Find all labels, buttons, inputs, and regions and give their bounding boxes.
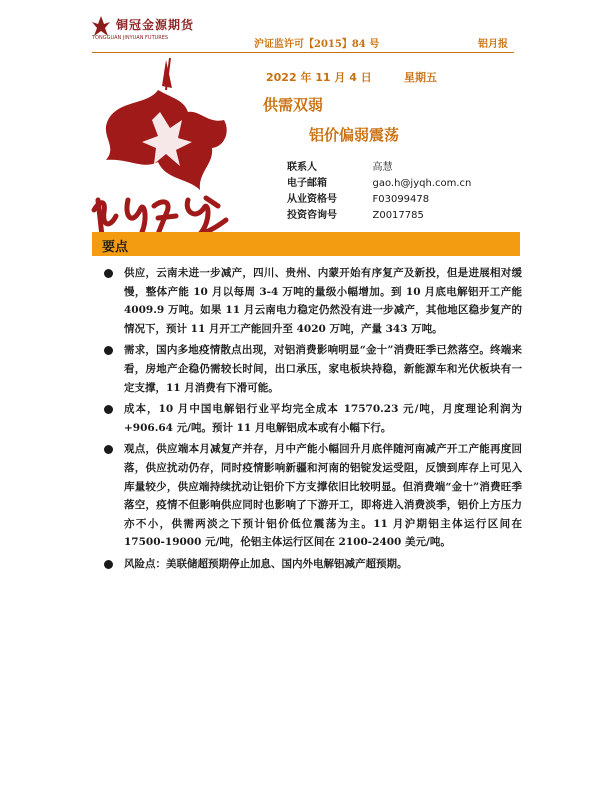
contact-value: 高慧 <box>372 162 393 173</box>
logo-chinese-name: 铜冠金源期货 <box>116 18 195 32</box>
contact-value: F03099478 <box>372 194 430 205</box>
brand-calligraphy-art <box>88 50 243 245</box>
contact-row-consulting <box>287 206 537 222</box>
list-item <box>102 341 522 397</box>
bullet-text: 风险点：美联储超预期停止加息、国内外电解铝减产超预期。 <box>124 557 408 570</box>
bullet-text: 观点，供应端本月减复产并存，月中产能小幅回升月底伴随河南减产开工产能再度回落，供应扰动仍存，同时疫情影响新疆和河南的铝锭发运受阻，反馈到库存上可见入库量较少，供应端持续扰动让铝价下方支撑依旧比较明显。但消费端“金十”消费旺季落空，疫情不但影响供应同时也影响了下游开工，即将进入消费淡季，铝价上方压力亦不小，供需两淡之下预计铝价低位震荡为主。11 月沪期铝主体运行区间在 17500-19000 元/吨，伦铝主体运行区间在 2100-2400 美元/吨。 <box>124 443 522 549</box>
bullet-icon <box>104 445 113 454</box>
license-number: 沪证监许可【2015】84 号 <box>254 39 380 50</box>
section-header-bar <box>92 232 520 256</box>
bullet-text: 成本，10 月中国电解铝行业平均完全成本 17570.23 元/吨，月度理论利润为+906.64 元/吨。预计 11 月电解铝成本或有小幅下行。 <box>124 403 522 434</box>
contact-block <box>287 158 537 222</box>
company-logo <box>90 14 200 48</box>
key-points-list <box>102 264 522 577</box>
contact-label: 联系人 <box>287 162 317 173</box>
bullet-icon <box>104 560 113 569</box>
contact-value: Z0017785 <box>372 210 424 221</box>
list-item <box>102 555 522 574</box>
contact-row-email <box>287 174 537 190</box>
list-item <box>102 264 522 338</box>
contact-label: 电子邮箱 <box>287 178 327 189</box>
report-title-line1: 供需双弱 <box>263 96 324 114</box>
contact-row-name <box>287 158 537 174</box>
bullet-icon <box>104 405 113 414</box>
bullet-text: 供应，云南未进一步减产，四川、贵州、内蒙开始有序复产及新投，但是进展相对缓慢，整体产能 10 月以每周 3-4 万吨的量级小幅增加。到 10 月底电解铝开工产能 4009.9 万吨。如果 11 月云南电力稳定仍然没有进一步减产，其他地区稳步复产的情况下，预计 11 月开工产能回升至 4020 万吨，产量 343 万吨。 <box>124 267 522 335</box>
report-type: 铝月报 <box>478 39 508 50</box>
bullet-text: 需求，国内多地疫情散点出现，对铝消费影响明显“金十”消费旺季已然落空。终端来看，房地产企稳仍需较长时间，出口承压，家电板块持稳，新能源车和光伏板块有一定支撑，11 月消费有下滑可能。 <box>124 344 522 394</box>
bullet-icon <box>104 346 113 355</box>
list-item <box>102 400 522 437</box>
logo-english-name: TONGGUAN JINYUAN FUTURES <box>92 35 169 41</box>
report-date: 2022 年 11 月 4 日 <box>266 71 372 84</box>
report-weekday: 星期五 <box>404 71 437 84</box>
list-item <box>102 440 522 552</box>
email-link[interactable]: gao.h@jyqh.com.cn <box>372 178 472 189</box>
section-title: 要点 <box>102 240 129 255</box>
report-title-line2: 铝价偏弱震荡 <box>309 126 400 144</box>
contact-label: 投资咨询号 <box>287 210 337 221</box>
bullet-icon <box>104 269 113 278</box>
contact-row-qualification <box>287 190 537 206</box>
contact-label: 从业资格号 <box>287 194 337 205</box>
